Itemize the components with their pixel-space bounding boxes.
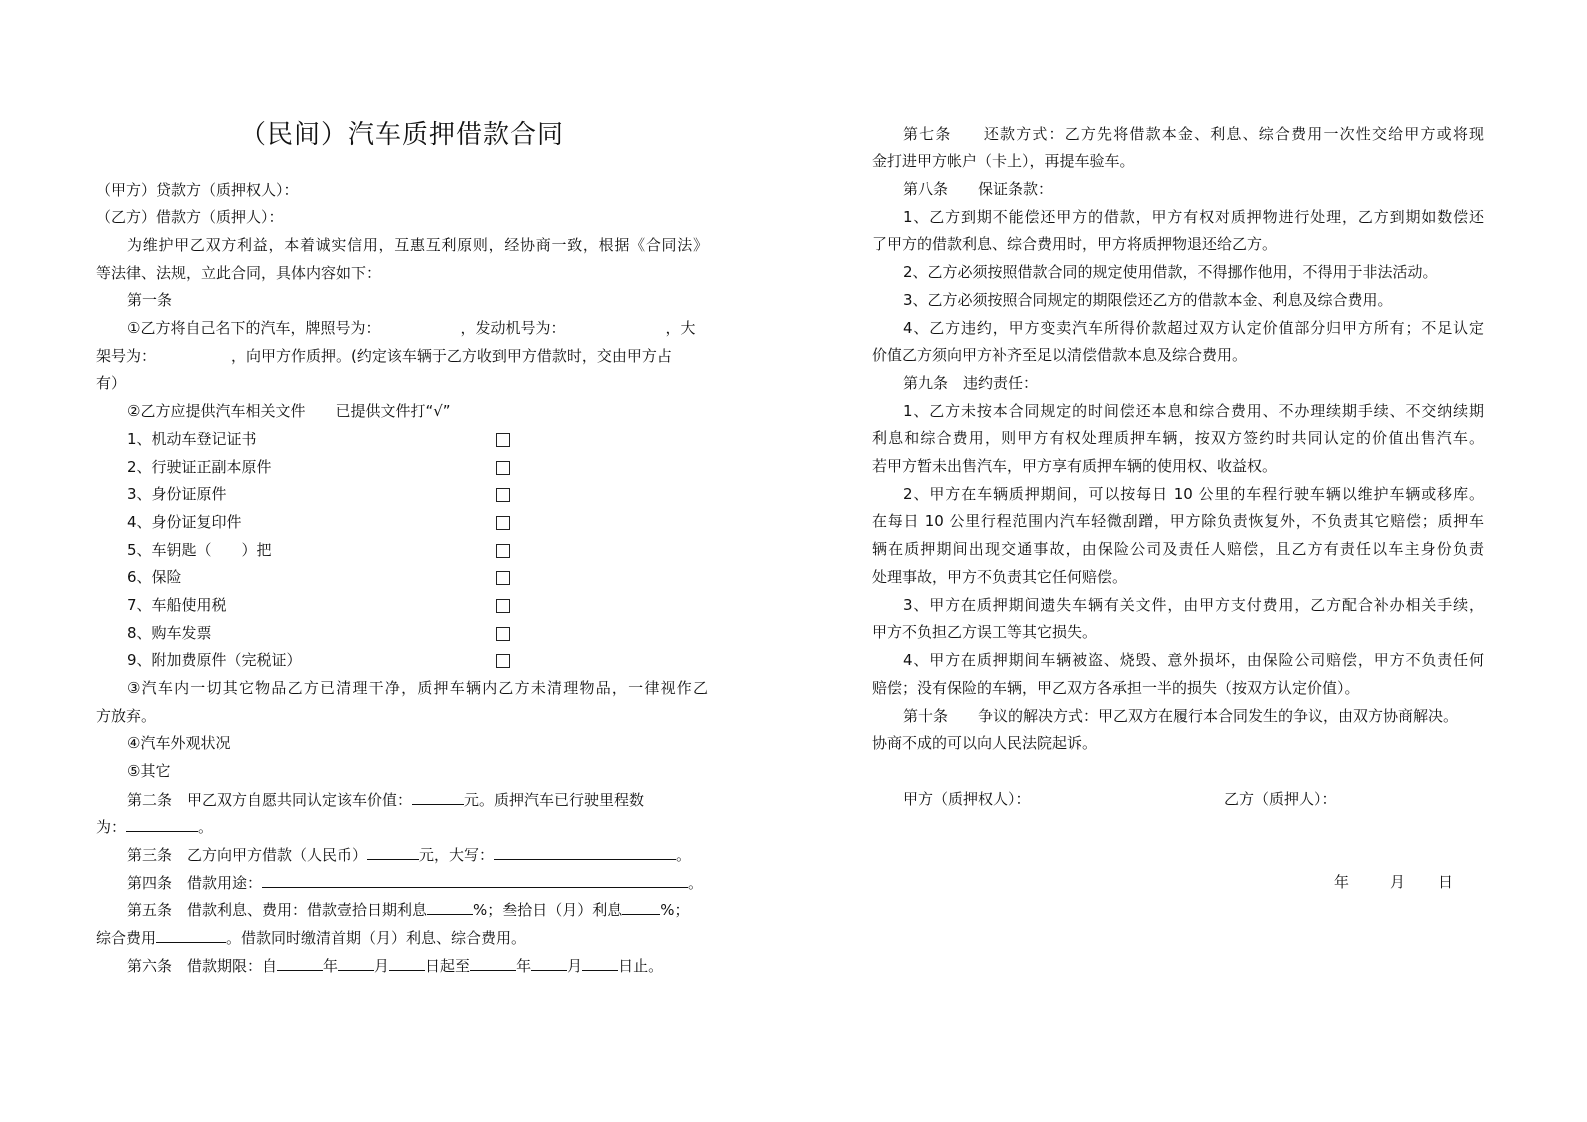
article-9-item-1-line-3: 若甲方暂未出售汽车，甲方享有质押车辆的使用权、收益权。 <box>872 457 1278 475</box>
article-9-item-2-line-1: 2、甲方在车辆质押期间，可以按每日 10 公里的车程行驶车辆以维护车辆或移库。 <box>903 485 1484 503</box>
frame-label-start: ，大 <box>665 319 696 337</box>
document-title: （民间）汽车质押借款合同 <box>240 120 565 150</box>
article-6-label: 第六条 借款期限：自 <box>127 957 278 975</box>
article-9-item-1-line-1: 1、乙方未按本合同规定的时间偿还本息和综合费用、不办理续期手续、不交纳续期 <box>903 402 1484 420</box>
end-year-label: 年 <box>516 957 532 975</box>
article-9-item-4-line-2: 赔偿；没有保险的车辆，甲乙双方各承担一半的损失（按双方认定价值）。 <box>872 679 1360 697</box>
value-blank[interactable] <box>412 789 464 805</box>
end-month-blank[interactable] <box>531 955 567 971</box>
doc-item: 4、身份证复印件 <box>127 513 242 531</box>
doc-checkbox[interactable] <box>496 627 510 641</box>
article-9-item-2-line-3: 辆在质押期间出现交通事故，由保险公司及责任人赔偿，且乙方有责任以车主身份负责 <box>872 540 1484 558</box>
article-2-end: 。 <box>198 818 214 836</box>
party-b-line: （乙方）借款方（质押人）： <box>96 208 284 226</box>
pledge-text: ，向甲方作质押。(约定该车辆于乙方收到甲方借款时，交由甲方占 <box>231 347 672 365</box>
end-year-blank[interactable] <box>470 955 516 971</box>
article-5-fee-label: 综合费用 <box>96 929 157 947</box>
article-8-item-1-line-1: 1、乙方到期不能偿还甲方的借款，甲方有权对质押物进行处理，乙方到期如数偿还 <box>903 208 1484 226</box>
date-day-label: 日 <box>1438 873 1454 891</box>
doc-checkbox[interactable] <box>496 654 510 668</box>
article-8-title: 第八条 保证条款： <box>903 180 1054 198</box>
article-5-line-1 <box>127 899 708 920</box>
signature-party-b: 乙方（质押人）： <box>1224 790 1337 808</box>
article-9-item-2-line-4: 处理事故，甲方不负责其它任何赔偿。 <box>872 568 1128 586</box>
article-2-label: 第二条 甲乙双方自愿共同认定该车价值： <box>127 791 413 809</box>
doc-item: 9、附加费原件（完税证） <box>127 651 302 669</box>
article-9-item-4-line-1: 4、甲方在质押期间车辆被盗、烧毁、意外损坏，由保险公司赔偿，甲方不负责任何 <box>903 651 1484 669</box>
doc-checkbox[interactable] <box>496 571 510 585</box>
article-2-mileage-label: 为： <box>96 818 127 836</box>
start-month-blank[interactable] <box>338 955 374 971</box>
start-year-label: 年 <box>323 957 339 975</box>
article-9-item-1-line-2: 利息和综合费用，则甲方有权处理质押车辆，按双方签约时共同认定的价值出售汽车。 <box>872 429 1484 447</box>
article-10-line-2: 协商不成的可以向人民法院起诉。 <box>872 734 1098 752</box>
article-3 <box>127 844 708 865</box>
article-3-capital-label: 元，大写： <box>419 846 495 864</box>
article-1-item-1-line-2 <box>96 346 708 366</box>
engine-label: ，发动机号为： <box>460 319 566 337</box>
article-5-label: 第五条 借款利息、费用：借款壹拾日期利息 <box>127 901 428 919</box>
article-1-item-1-line-1 <box>127 318 708 338</box>
monthly-interest-blank[interactable] <box>622 899 660 915</box>
article-1-item-3-line-2: 方放弃。 <box>96 707 157 725</box>
article-4-end: 。 <box>688 874 704 892</box>
doc-item: 5、车钥匙（ ）把 <box>127 541 272 559</box>
article-8-item-1-line-2: 了甲方的借款利息、综合费用时，甲方将质押物退还给乙方。 <box>872 235 1278 253</box>
article-1-item-1-line-3: 有） <box>96 374 127 392</box>
article-5-monthly-label: %；叁拾日（月）利息 <box>473 901 623 919</box>
doc-item: 7、车船使用税 <box>127 596 227 614</box>
intro-line-1: 为维护甲乙双方利益，本着诚实信用，互惠互利原则，经协商一致，根据《合同法》 <box>127 236 708 254</box>
loan-capital-blank[interactable] <box>494 844 676 860</box>
mileage-blank[interactable] <box>126 816 198 832</box>
doc-checkbox[interactable] <box>496 599 510 613</box>
article-5-line-2 <box>96 927 708 948</box>
article-8-item-3: 3、乙方必须按照合同规定的期限偿还乙方的借款本金、利息及综合费用。 <box>903 291 1393 309</box>
date-month-label: 月 <box>1390 873 1406 891</box>
doc-checkbox[interactable] <box>496 433 510 447</box>
article-5-text: 。借款同时缴清首期（月）利息、综合费用。 <box>226 929 527 947</box>
article-4 <box>127 872 708 893</box>
loan-purpose-blank[interactable] <box>262 872 688 888</box>
article-9-item-3-line-2: 甲方不负担乙方误工等其它损失。 <box>872 623 1098 641</box>
article-8-item-4-line-1: 4、乙方违约，甲方变卖汽车所得价款超过双方认定价值部分归甲方所有；不足认定 <box>903 319 1484 337</box>
article-2-line-1 <box>127 789 708 810</box>
party-a-line: （甲方）贷款方（质押权人）： <box>96 181 299 199</box>
article-1-item-5: ⑤其它 <box>127 762 171 780</box>
doc-checkbox[interactable] <box>496 461 510 475</box>
end-day-label: 日止。 <box>618 957 664 975</box>
doc-item: 1、机动车登记证书 <box>127 430 257 448</box>
frame-label: 架号为： <box>96 347 157 365</box>
article-5-percent: %； <box>660 901 690 919</box>
loan-amount-blank[interactable] <box>367 844 419 860</box>
article-8-item-2: 2、乙方必须按照借款合同的规定使用借款，不得挪作他用，不得用于非法活动。 <box>903 263 1438 281</box>
doc-item: 2、行驶证正副本原件 <box>127 458 272 476</box>
intro-line-2: 等法律、法规，立此合同，具体内容如下： <box>96 264 382 282</box>
article-7-line-1: 第七条 还款方式：乙方先将借款本金、利息、综合费用一次性交给甲方或将现 <box>903 125 1484 143</box>
article-7-line-2: 金打进甲方帐户（卡上），再提车验车。 <box>872 152 1135 170</box>
article-1-item-2: ②乙方应提供汽车相关文件 已提供文件打“√” <box>127 402 451 420</box>
fee-blank[interactable] <box>156 927 226 943</box>
doc-checkbox[interactable] <box>496 544 510 558</box>
end-day-blank[interactable] <box>582 955 618 971</box>
end-month-label: 月 <box>567 957 583 975</box>
article-2-text: 元。质押汽车已行驶里程数 <box>464 791 645 809</box>
start-day-label: 日起至 <box>425 957 471 975</box>
ten-day-interest-blank[interactable] <box>427 899 473 915</box>
doc-item: 8、购车发票 <box>127 624 212 642</box>
start-day-blank[interactable] <box>389 955 425 971</box>
doc-item: 6、保险 <box>127 568 182 586</box>
start-month-label: 月 <box>374 957 390 975</box>
doc-checkbox[interactable] <box>496 516 510 530</box>
doc-checkbox[interactable] <box>496 488 510 502</box>
start-year-blank[interactable] <box>277 955 323 971</box>
article-3-end: 。 <box>676 846 692 864</box>
article-1-item-3-line-1: ③汽车内一切其它物品乙方已清理干净，质押车辆内乙方未清理物品，一律视作乙 <box>127 679 708 697</box>
article-9-item-2-line-2: 在每日 10 公里行程范围内汽车轻微刮蹭，甲方除负责恢复外，不负责其它赔偿；质押车 <box>872 512 1484 530</box>
article-1-item-4: ④汽车外观状况 <box>127 734 231 752</box>
article-9-title: 第九条 违约责任： <box>903 374 1039 392</box>
signature-party-a: 甲方（质押权人）： <box>903 790 1031 808</box>
article-6 <box>127 955 708 976</box>
plate-label: ①乙方将自己名下的汽车，牌照号为： <box>127 319 381 337</box>
doc-item: 3、身份证原件 <box>127 485 227 503</box>
article-4-label: 第四条 借款用途： <box>127 874 263 892</box>
article-2-line-2 <box>96 816 708 837</box>
article-3-label: 第三条 乙方向甲方借款（人民币） <box>127 846 368 864</box>
article-9-item-3-line-1: 3、甲方在质押期间遗失车辆有关文件，由甲方支付费用，乙方配合补办相关手续， <box>903 596 1484 614</box>
article-8-item-4-line-2: 价值乙方须向甲方补齐至足以清偿借款本息及综合费用。 <box>872 346 1248 364</box>
article-10-line-1: 第十条 争议的解决方式：甲乙双方在履行本合同发生的争议，由双方协商解决。 <box>903 707 1459 725</box>
date-year-label: 年 <box>1334 873 1350 891</box>
article-1-title: 第一条 <box>127 291 173 309</box>
